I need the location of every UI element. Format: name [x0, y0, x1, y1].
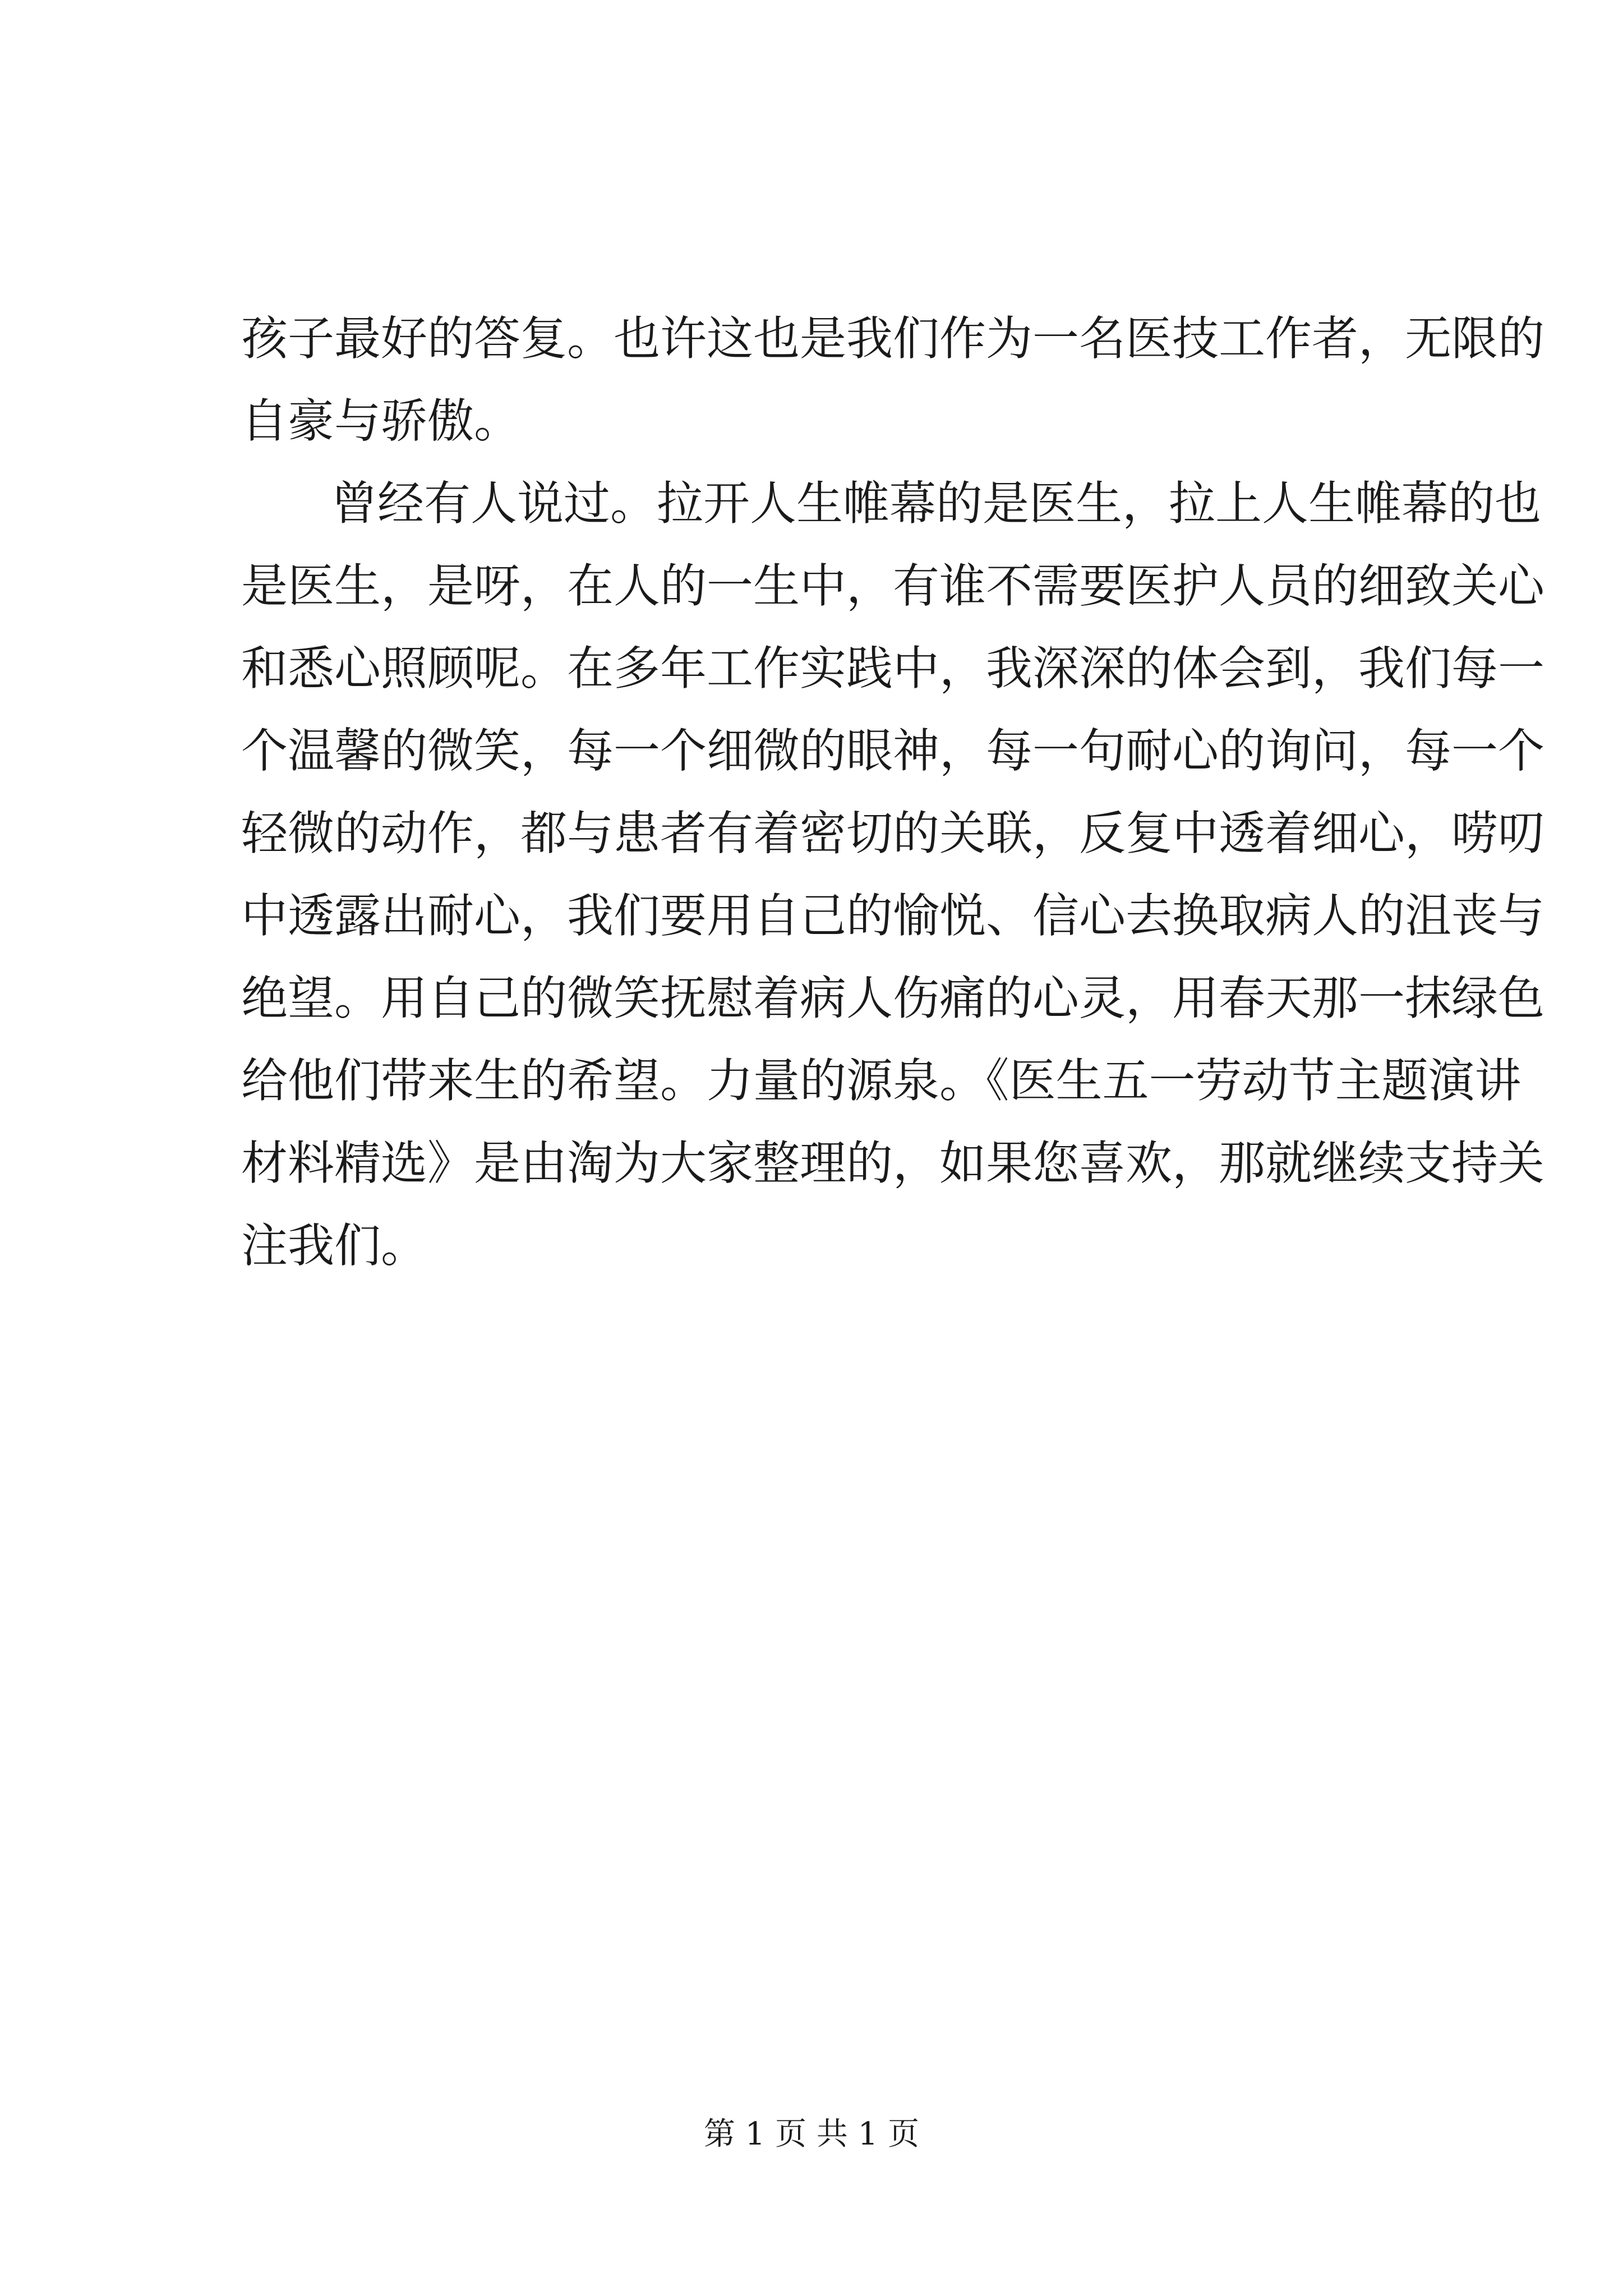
text-line: 轻微的动作，都与患者有着密切的关联，反复中透着细心，唠叨	[241, 806, 1544, 861]
text-line: 注我们。	[241, 1218, 427, 1273]
text-line: 曾经有人说过。拉开人生帷幕的是医生，拉上人生帷幕的也	[331, 476, 1541, 531]
text-line: 中透露出耐心，我们要用自己的愉悦、信心去换取病人的沮丧与	[241, 889, 1544, 943]
text-line: 绝望。用自己的微笑抚慰着病人伤痛的心灵，用春天那一抹绿色	[241, 971, 1544, 1025]
page-number-footer: 第 1 页 共 1 页	[703, 2116, 920, 2152]
text-line: 是医生，是呀，在人的一生中，有谁不需要医护人员的细致关心	[241, 559, 1544, 613]
text-line: 孩子最好的答复。也许这也是我们作为一名医技工作者，无限的	[241, 311, 1544, 366]
body-text	[241, 297, 1544, 1287]
text-line: 个温馨的微笑，每一个细微的眼神，每一句耐心的询问，每一个	[241, 724, 1544, 778]
text-line: 材料精选》是由淘为大家整理的，如果您喜欢，那就继续支持关	[241, 1136, 1544, 1190]
text-line: 给他们带来生的希望。力量的源泉。《医生五一劳动节主题演讲	[241, 1053, 1521, 1108]
text-line: 自豪与骄傲。	[241, 394, 520, 448]
text-line: 和悉心照顾呢。在多年工作实践中，我深深的体会到，我们每一	[241, 641, 1544, 696]
